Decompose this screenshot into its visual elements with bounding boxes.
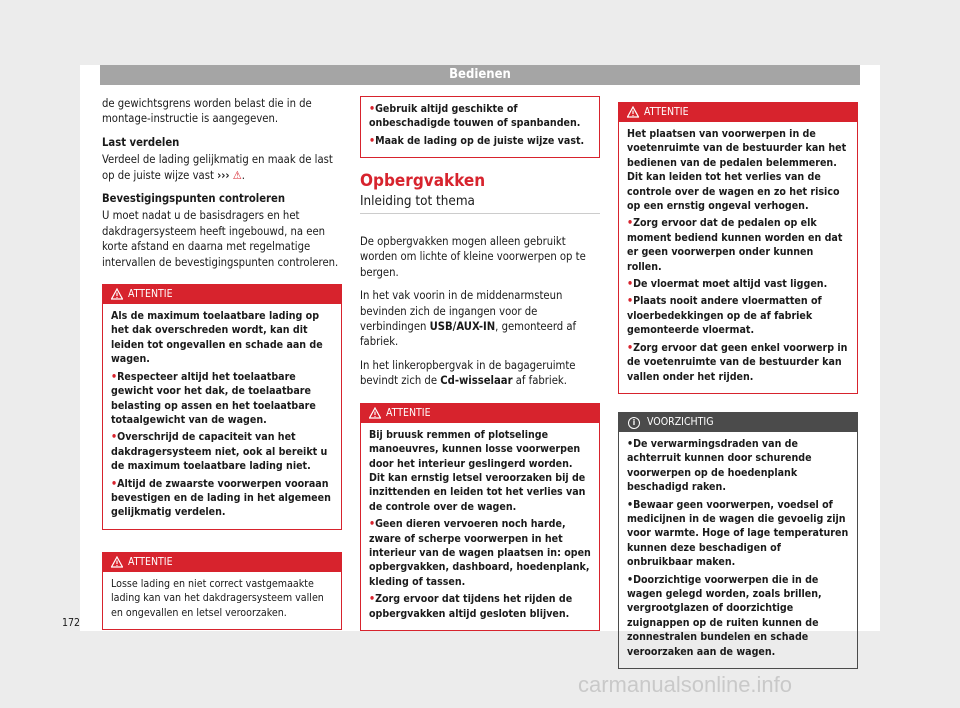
caution-box (618, 412, 858, 669)
list-item: • Zorg ervoor dat geen enkel voorwerp in de voetenruimte van de bestuurder kan vallen onder het rijden. (627, 341, 849, 384)
warning-header: ATTENTIE (103, 285, 341, 304)
warning-triangle-icon (111, 556, 123, 568)
warning-header: ATTENTIE (103, 553, 341, 572)
page-header: Bedienen (100, 65, 860, 85)
column-2 (360, 96, 600, 645)
subsection-title: Inleiding tot thema (360, 194, 600, 214)
list-item: • Overschrijd de capaciteit van het dakdragersysteem niet, ook al bereikt u de maximum toelaatbare lading niet. (111, 430, 333, 473)
warning-header: ATTENTIE (619, 103, 857, 122)
section-title: Opbergvakken (360, 171, 486, 192)
heading-last-verdelen: Last verdelen (102, 135, 180, 149)
column-3 (618, 102, 858, 683)
paragraph: In het linkeropbergvak in de bagageruimte bevindt zich de Cd-wisselaar af fabriek. (360, 358, 576, 388)
heading-bevestigingspunten: Bevestigingspunten controleren (102, 192, 285, 206)
paragraph-last-verdelen: Verdeel de lading gelijkmatig en maak de last op de juiste wijze vast ››› ⚠. (102, 153, 333, 182)
warning-body: Bij bruusk remmen of plotselinge manoeuvres, kunnen losse voorwerpen door het interieur geslingerd worden. Dit kan ernstig letsel veroorzaken bij de inzittenden en leiden tot het verlies van de controle over de wagen. • Geen dieren vervoeren noch harde, zware of scherpe voorwerpen in het interieur van de wagen plaatsen in: open opbergvakken, dashboard, hoedenplank, kleding of tassen. • Zorg ervoor dat tijdens het rijden de opbergvakken altijd gesloten blijven. (361, 423, 599, 630)
reference-arrow: ››› (217, 168, 230, 182)
list-item: • Plaats nooit andere vloermatten of vloerbedekkingen op de af fabriek gemonteerde vloermat. (627, 294, 849, 337)
list-item: • De vloermat moet altijd vast liggen. (627, 277, 849, 291)
warning-box-1 (102, 284, 342, 530)
list-item: • Maak de lading op de juiste wijze vast. (369, 134, 591, 148)
watermark: carmanualsonline.info (578, 672, 793, 697)
warning-box-2 (102, 552, 342, 630)
caution-body (619, 432, 857, 668)
list-item: • Gebruik altijd geschikte of onbeschadigde touwen of spanbanden. (369, 102, 591, 131)
list-item: • Respecteer altijd het toelaatbare gewicht voor het dak, de toelaatbare belasting op assen en het toelaatbare totaalgewicht van de wagen. (111, 370, 333, 428)
intro-text: de gewichtsgrens worden belast die in de montage-instructie is aangegeven. (102, 97, 312, 126)
list-item: • Bewaar geen voorwerpen, voedsel of medicijnen in de wagen die gevoelig zijn voor warmte. Hoge of lage temperaturen kunnen deze beschadigen of onbruikbaar maken. (627, 498, 849, 570)
warning-triangle-icon (369, 407, 381, 419)
warning-box-continued (360, 96, 600, 158)
paragraph: De opbergvakken mogen alleen gebruikt worden om lichte of kleine voorwerpen op te bergen. (360, 235, 586, 279)
warning-box-3 (360, 403, 600, 631)
warning-triangle-icon (627, 106, 639, 118)
column-1 (102, 96, 342, 644)
list-item: • Zorg ervoor dat de pedalen op elk moment bediend kunnen worden en dat er geen voorwerpen onder kunnen rollen. (627, 216, 849, 274)
warning-box-4 (618, 102, 858, 394)
list-item: • Doorzichtige voorwerpen die in de wagen gelegd worden, zoals brillen, vergrootglazen of doorzichtige zuignappen op de ruiten kunnen de zonnestralen bundelen en schade veroorzaken aan de wagen. (627, 573, 849, 659)
page-number: 172 (62, 617, 81, 629)
list-item: • Zorg ervoor dat tijdens het rijden de opbergvakken altijd gesloten blijven. (369, 592, 591, 621)
paragraph: In het vak voorin in de middenarmsteun bevinden zich de ingangen voor de verbindingen USB/AUX-IN, gemonteerd af fabriek. (360, 289, 577, 349)
warning-header: ATTENTIE (361, 404, 599, 423)
caution-header: i VOORZICHTIG (619, 413, 857, 432)
info-circle-icon: i (628, 417, 640, 429)
list-item: • Altijd de zwaarste voorwerpen vooraan bevestigen en de lading in het algemeen gelijkmatig verdelen. (111, 477, 333, 520)
list-item: • De verwarmingsdraden van de achterruit kunnen door schurende voorwerpen op de hoedenplank beschadigd raken. (627, 437, 849, 495)
warning-body: Als de maximum toelaatbare lading op het dak overschreden wordt, kan dit leiden tot ongevallen en schade aan de wagen. • Respecteer altijd het toelaatbare gewicht voor het dak, de toelaatbare belasting op assen en het toelaatbare totaalgewicht van de wagen. • Overschrijd de capaciteit van het dakdragersysteem niet, ook al bereikt u de maximum toelaatbare lading niet. • Altijd de zwaarste voorwerpen vooraan bevestigen en de lading in het algemeen gelijkmatig verdelen. (103, 304, 341, 529)
warning-body: Het plaatsen van voorwerpen in de voetenruimte van de bestuurder kan het bedienen van de pedalen belemmeren. Dit kan leiden tot het verlies van de controle over de wagen en zo het risico op een ernstig ongeval verhogen. • Zorg ervoor dat de pedalen op elk moment bediend kunnen worden en dat er geen voorwerpen onder kunnen rollen. • De vloermat moet altijd vast liggen. • Plaats nooit andere vloermatten of vloerbedekkingen op de af fabriek gemonteerde vloermat. • Zorg ervoor dat geen enkel voorwerp in de voetenruimte van de bestuurder kan vallen onder het rijden. (619, 122, 857, 393)
warning-triangle-icon (111, 288, 123, 300)
paragraph-bevestigingspunten: U moet nadat u de basisdragers en het dakdragersysteem heeft ingebouwd, na een korte afstand en daarna met regelmatige intervallen de bevestigingspunten controleren. (102, 209, 339, 269)
warning-body: Losse lading en niet correct vastgemaakte lading kan van het dakdragersysteem vallen en ongevallen en letsel veroorzaken. (111, 577, 324, 619)
list-item: • Geen dieren vervoeren noch harde, zware of scherpe voorwerpen in het interieur van de wagen plaatsen in: open opbergvakken, dashboard, hoedenplank, kleding of tassen. (369, 517, 591, 589)
warning-triangle-icon: ⚠ (232, 168, 242, 182)
